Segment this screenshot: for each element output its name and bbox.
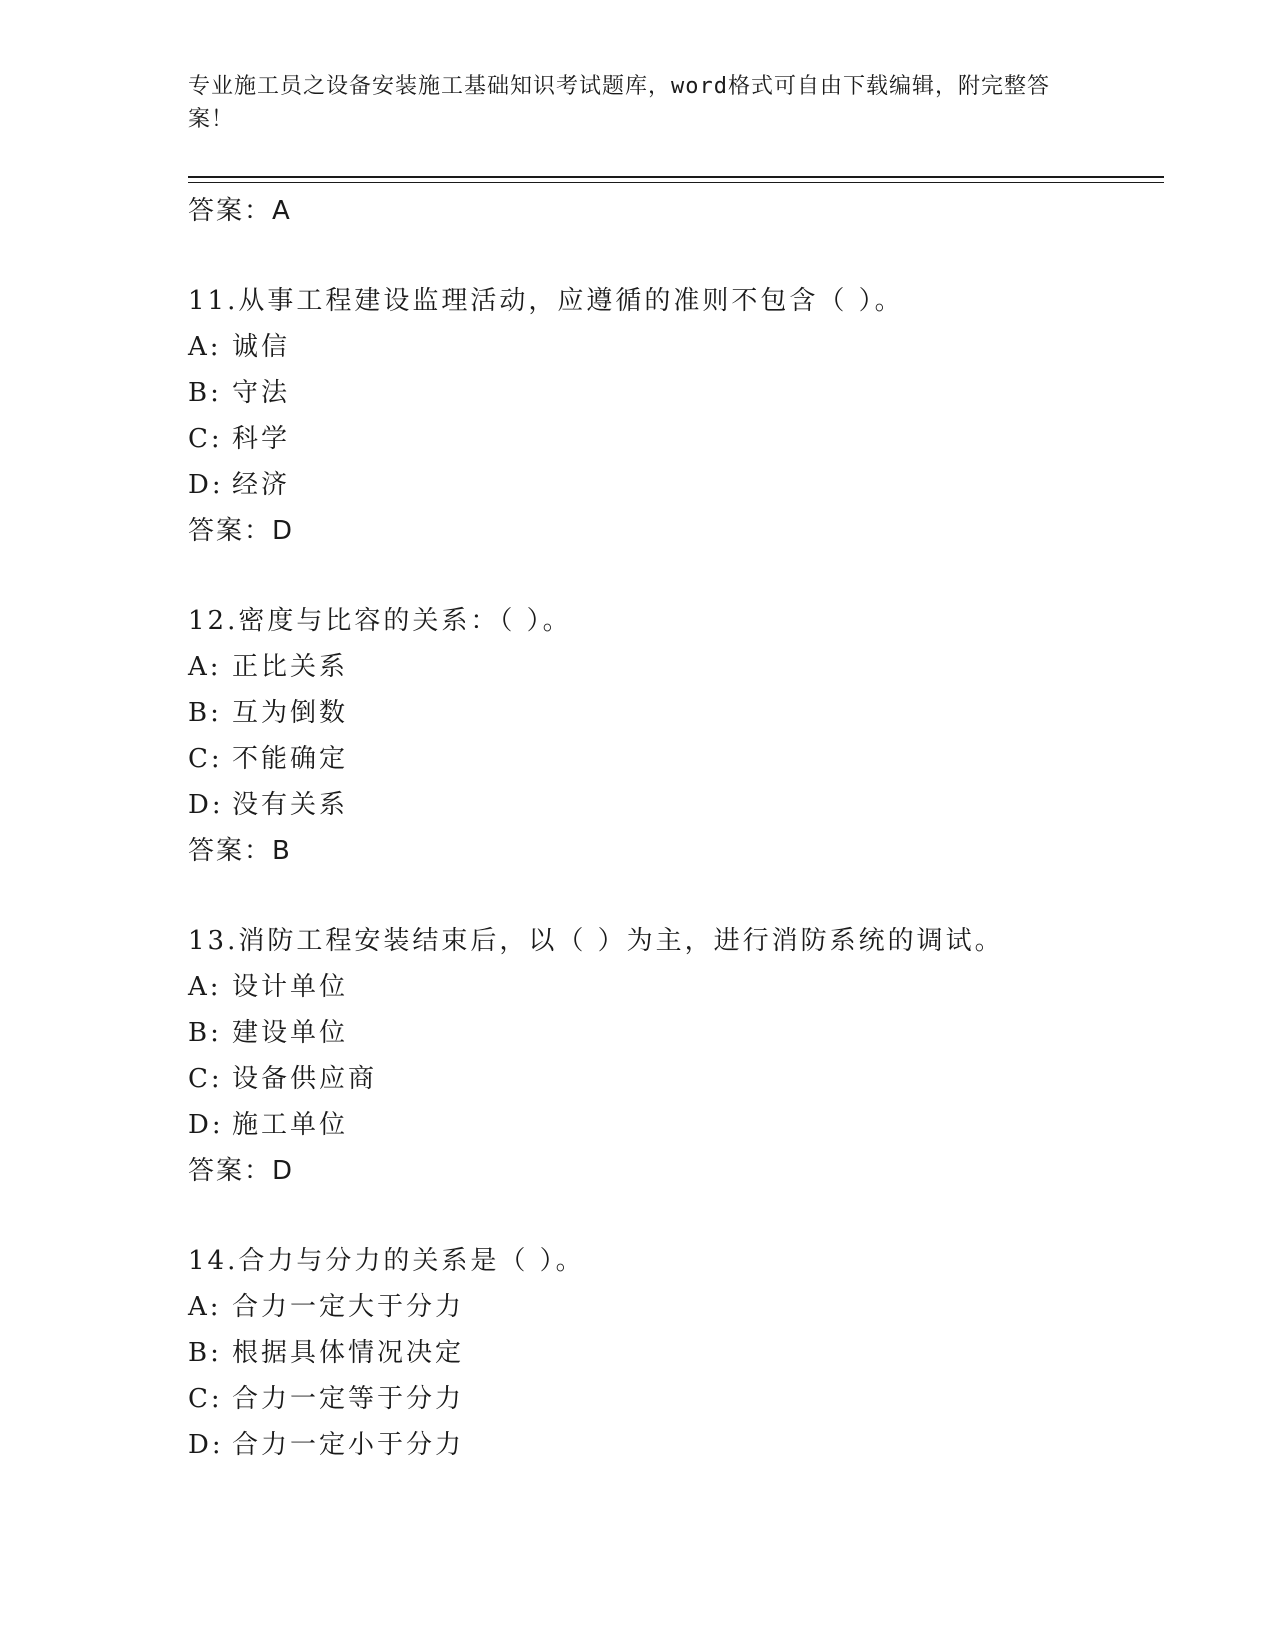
option-letter: D:	[188, 470, 224, 500]
option-a	[188, 1284, 1164, 1330]
option-text: 诚信	[232, 332, 291, 362]
option-letter: D:	[188, 1430, 224, 1460]
option-letter: C:	[188, 1384, 223, 1414]
option-c	[188, 736, 1164, 782]
option-c	[188, 1376, 1164, 1422]
option-letter: B:	[188, 378, 222, 408]
option-d	[188, 1102, 1164, 1148]
option-letter: A:	[188, 1292, 222, 1322]
option-text: 设备供应商	[232, 1064, 378, 1094]
option-letter: B:	[188, 1018, 222, 1048]
option-letter: D:	[188, 1110, 224, 1140]
option-letter: A:	[188, 332, 222, 362]
option-b	[188, 1010, 1164, 1056]
option-text: 根据具体情况决定	[232, 1338, 465, 1368]
document-header: 专业施工员之设备安装施工基础知识考试题库，word格式可自由下载编辑，附完整答案！	[188, 74, 1050, 132]
header-divider-thin	[188, 182, 1164, 183]
option-letter: C:	[188, 1064, 223, 1094]
option-a	[188, 964, 1164, 1010]
question-stem: 12.密度与比容的关系：（ ）。	[188, 606, 572, 636]
option-text: 施工单位	[232, 1110, 349, 1140]
previous-answer: 答案：A	[188, 196, 292, 226]
question-list	[188, 188, 1164, 1512]
option-letter: B:	[188, 698, 222, 728]
option-text: 不能确定	[232, 744, 349, 774]
answer-line: 答案：D	[188, 516, 295, 546]
option-text: 合力一定大于分力	[232, 1292, 465, 1322]
option-c	[188, 416, 1164, 462]
option-d	[188, 1422, 1164, 1468]
answer-line: 答案：B	[188, 836, 292, 866]
option-c	[188, 1056, 1164, 1102]
option-text: 正比关系	[232, 652, 349, 682]
option-a	[188, 644, 1164, 690]
question-item	[188, 918, 1164, 1194]
option-b	[188, 1330, 1164, 1376]
header-divider	[188, 176, 1164, 178]
option-a	[188, 324, 1164, 370]
question-item	[188, 1238, 1164, 1468]
option-text: 科学	[232, 424, 291, 454]
option-text: 设计单位	[232, 972, 349, 1002]
option-text: 守法	[232, 378, 291, 408]
option-text: 建设单位	[232, 1018, 349, 1048]
option-letter: A:	[188, 652, 222, 682]
answer-line: 答案：D	[188, 1156, 295, 1186]
question-item	[188, 598, 1164, 874]
option-letter: C:	[188, 424, 223, 454]
option-d	[188, 782, 1164, 828]
question-stem: 13.消防工程安装结束后，以（ ）为主，进行消防系统的调试。	[188, 926, 1004, 956]
option-text: 经济	[232, 470, 291, 500]
option-letter: C:	[188, 744, 223, 774]
option-text: 合力一定等于分力	[232, 1384, 465, 1414]
option-letter: B:	[188, 1338, 222, 1368]
question-item	[188, 278, 1164, 554]
option-text: 没有关系	[232, 790, 349, 820]
option-b	[188, 690, 1164, 736]
option-letter: D:	[188, 790, 224, 820]
option-b	[188, 370, 1164, 416]
question-stem: 11.从事工程建设监理活动，应遵循的准则不包含（ ）。	[188, 286, 904, 316]
option-letter: A:	[188, 972, 222, 1002]
option-d	[188, 462, 1164, 508]
option-text: 合力一定小于分力	[232, 1430, 465, 1460]
question-stem: 14.合力与分力的关系是（ ）。	[188, 1246, 585, 1276]
option-text: 互为倒数	[232, 698, 349, 728]
